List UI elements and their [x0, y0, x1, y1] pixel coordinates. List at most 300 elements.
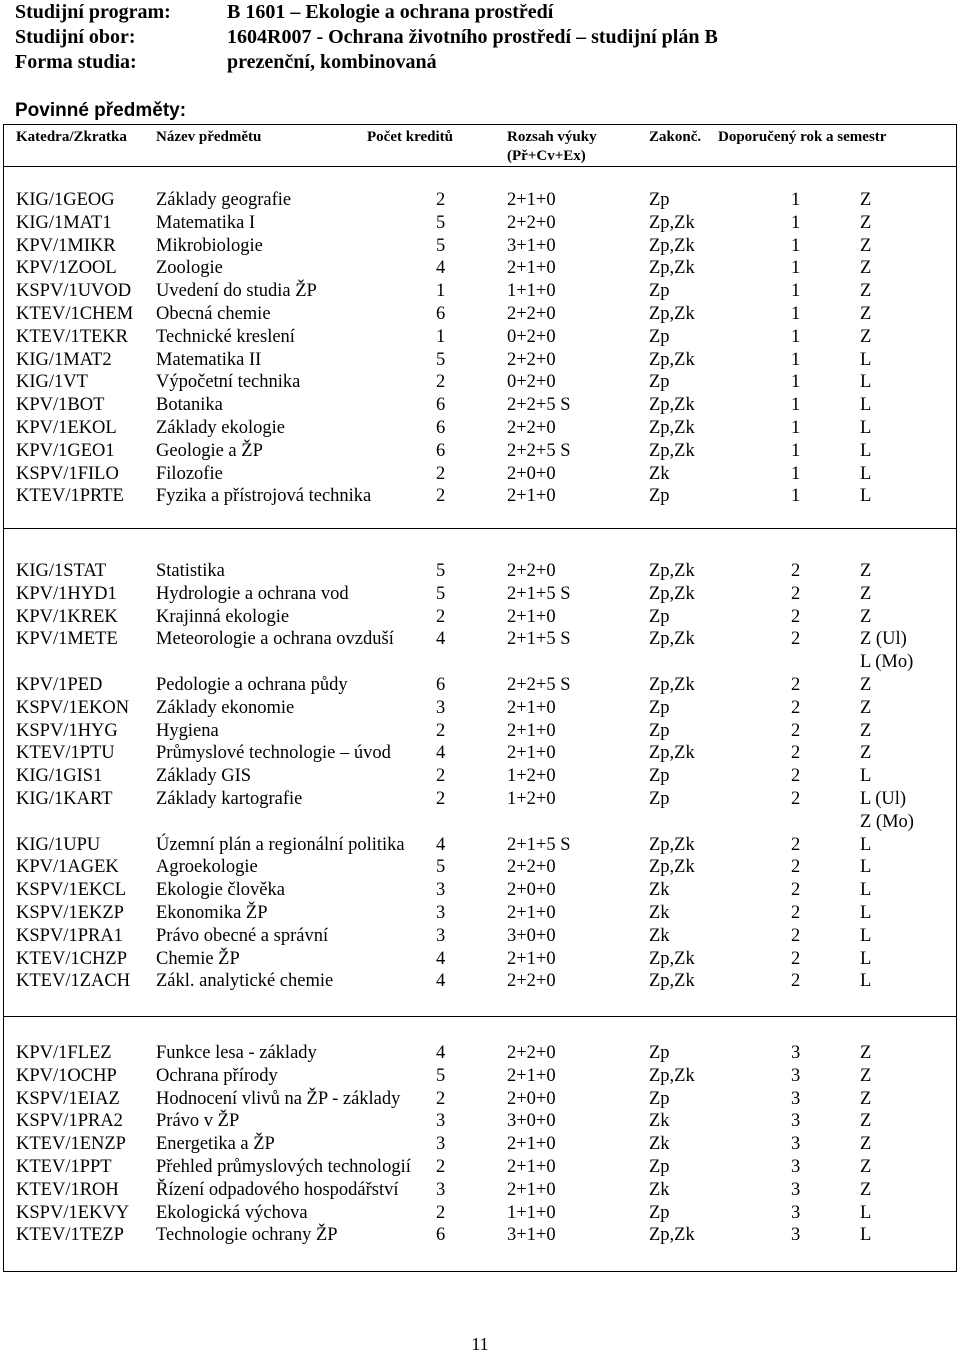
course-code: KPV/1MIKR	[16, 235, 116, 256]
course-exam: Zp,Zk	[649, 948, 695, 969]
course-scope: 2+1+5 S	[507, 834, 571, 855]
course-credits: 4	[436, 743, 446, 764]
course-code: KSPV/1EIAZ	[16, 1088, 120, 1109]
table-row	[4, 948, 956, 971]
header-scope: Rozsah výuky	[507, 129, 597, 145]
course-scope: 0+2+0	[507, 326, 556, 347]
course-scope: 2+2+0	[507, 349, 556, 370]
course-semester-primary: Z	[860, 1043, 872, 1063]
course-exam: Zp,Zk	[649, 971, 695, 992]
course-year: 2	[791, 583, 801, 604]
course-exam: Zp	[649, 190, 670, 210]
course-code: KTEV/1CHZP	[16, 948, 127, 969]
course-semester-primary: L	[860, 925, 872, 946]
course-semester-primary: Z	[860, 281, 872, 302]
course-semester	[860, 280, 871, 303]
course-semester-primary: Z	[860, 720, 872, 741]
course-scope: 2+0+0	[507, 463, 556, 484]
course-scope: 2+1+0	[507, 1179, 556, 1200]
course-credits: 2	[436, 486, 446, 507]
table-row	[4, 1156, 956, 1179]
header-exam: Zakonč.	[649, 129, 702, 145]
course-scope: 3+1+0	[507, 235, 556, 256]
course-code: KTEV/1ROH	[16, 1179, 119, 1200]
course-semester-primary: L	[860, 349, 872, 370]
course-year: 3	[791, 1065, 801, 1086]
course-name: Technické kreslení	[156, 326, 295, 347]
course-exam: Zp,Zk	[649, 834, 695, 855]
course-code: KPV/1AGEK	[16, 857, 119, 878]
course-semester	[860, 189, 871, 212]
course-credits: 4	[436, 971, 446, 992]
course-code: KTEV/1ZACH	[16, 971, 131, 992]
course-code: KTEV/1TEKR	[16, 326, 129, 347]
course-year: 1	[791, 281, 801, 302]
course-year: 2	[791, 743, 801, 764]
course-code: KSPV/1EKVY	[16, 1202, 130, 1223]
course-name: Chemie ŽP	[156, 948, 240, 969]
course-exam: Zp,Zk	[649, 258, 695, 279]
course-code: KPV/1ZOOL	[16, 258, 117, 279]
course-exam: Zp,Zk	[649, 743, 695, 764]
course-exam: Zp,Zk	[649, 395, 695, 416]
course-semester-primary: Z	[860, 235, 872, 256]
course-semester-primary: Z	[860, 258, 872, 279]
table-row	[4, 720, 956, 743]
course-exam: Zp	[649, 766, 670, 787]
course-name: Základy geografie	[156, 190, 292, 210]
course-year: 1	[791, 440, 801, 461]
course-semester-primary: L	[860, 463, 872, 484]
course-scope: 2+2+5 S	[507, 440, 571, 461]
header-credits: Počet kreditů	[367, 129, 453, 145]
course-scope: 3+1+0	[507, 1225, 556, 1246]
row-continuation	[4, 651, 956, 674]
course-code: KTEV/1PTU	[16, 743, 115, 764]
table-row	[4, 788, 956, 832]
course-exam: Zk	[649, 1179, 670, 1200]
course-year: 2	[791, 720, 801, 741]
course-semester-primary: Z	[860, 1134, 872, 1155]
course-semester-primary: Z	[860, 326, 872, 347]
course-credits: 2	[436, 1202, 446, 1223]
form-value: prezenční, kombinovaná	[227, 51, 437, 73]
course-semester	[860, 1224, 871, 1247]
course-semester-primary: L	[860, 440, 872, 461]
course-semester	[860, 674, 871, 697]
course-credits: 1	[436, 326, 446, 347]
year-2-block	[3, 528, 957, 1017]
course-semester-primary: Z	[860, 1156, 872, 1177]
course-semester	[860, 485, 871, 508]
course-credits: 4	[436, 258, 446, 279]
course-credits: 3	[436, 925, 446, 946]
course-name: Statistika	[156, 561, 225, 581]
course-credits: 2	[436, 372, 446, 393]
course-name: Řízení odpadového hospodářství	[156, 1179, 399, 1200]
course-semester	[860, 948, 871, 971]
course-name: Hodnocení vlivů na ŽP - základy	[156, 1088, 401, 1109]
course-semester	[860, 1065, 871, 1088]
course-year: 1	[791, 235, 801, 256]
course-year: 3	[791, 1202, 801, 1223]
course-scope: 2+2+0	[507, 561, 556, 581]
course-semester	[860, 440, 871, 463]
course-year: 3	[791, 1225, 801, 1246]
course-name: Krajinná ekologie	[156, 606, 290, 627]
course-scope: 2+1+0	[507, 1065, 556, 1086]
course-code: KIG/1GEOG	[16, 190, 115, 210]
table-row	[4, 902, 956, 925]
course-name: Základy GIS	[156, 766, 252, 787]
course-scope: 2+2+0	[507, 303, 556, 324]
course-code: KSPV/1PRA2	[16, 1111, 123, 1132]
course-scope: 3+0+0	[507, 925, 556, 946]
course-scope: 2+1+0	[507, 190, 556, 210]
course-exam: Zp,Zk	[649, 440, 695, 461]
course-credits: 4	[436, 948, 446, 969]
course-exam: Zp	[649, 720, 670, 741]
course-semester	[860, 235, 871, 258]
course-semester-primary: Z	[860, 583, 872, 604]
course-exam: Zk	[649, 1111, 670, 1132]
course-scope: 2+2+0	[507, 417, 556, 438]
course-credits: 4	[436, 629, 446, 650]
course-code: KPV/1KREK	[16, 606, 118, 627]
table-row	[4, 742, 956, 765]
course-code: KPV/1BOT	[16, 395, 105, 416]
course-semester	[860, 326, 871, 349]
course-exam: Zk	[649, 902, 670, 923]
course-name: Pedologie a ochrana půdy	[156, 674, 348, 695]
course-semester	[860, 212, 871, 235]
course-semester	[860, 765, 871, 788]
course-code: KPV/1EKOL	[16, 417, 117, 438]
course-name: Průmyslové technologie – úvod	[156, 743, 391, 764]
course-semester-primary: L	[860, 1202, 872, 1223]
year-3-block	[3, 1016, 957, 1272]
course-name: Právo obecné a správní	[156, 925, 329, 946]
course-credits: 2	[436, 1088, 446, 1109]
course-semester-primary: L	[860, 417, 872, 438]
table-row	[4, 440, 956, 463]
course-credits: 6	[436, 1225, 446, 1246]
header-scope-sub: (Př+Cv+Ex)	[507, 148, 586, 164]
course-scope: 2+0+0	[507, 880, 556, 901]
course-exam: Zp,Zk	[649, 629, 695, 650]
course-rows	[4, 560, 956, 993]
course-year: 3	[791, 1111, 801, 1132]
course-credits: 2	[436, 1156, 446, 1177]
course-exam: Zp	[649, 281, 670, 302]
course-credits: 5	[436, 349, 446, 370]
course-name: Právo v ŽP	[156, 1111, 240, 1132]
course-scope: 2+1+0	[507, 258, 556, 279]
course-rows	[4, 1042, 956, 1247]
table-row	[4, 856, 956, 879]
course-semester-primary: Z	[860, 212, 872, 233]
course-code: KSPV/1PRA1	[16, 925, 123, 946]
table-row	[4, 1133, 956, 1156]
course-semester-primary: L (Ul)	[860, 788, 907, 809]
table-row	[4, 925, 956, 948]
course-code: KSPV/1EKZP	[16, 902, 124, 923]
course-name: Uvedení do studia ŽP	[156, 281, 317, 302]
course-exam: Zp,Zk	[649, 583, 695, 604]
form-label: Forma studia:	[15, 51, 137, 73]
header-code: Katedra/Zkratka	[16, 129, 127, 145]
table-row	[4, 1202, 956, 1225]
table-row	[4, 765, 956, 788]
course-name: Zoologie	[156, 258, 223, 279]
table-row	[4, 1179, 956, 1202]
course-semester-primary: L	[860, 1225, 872, 1246]
course-scope: 2+1+0	[507, 720, 556, 741]
course-semester	[860, 606, 871, 629]
table-row	[4, 1042, 956, 1065]
course-semester	[860, 349, 871, 372]
course-credits: 4	[436, 834, 446, 855]
course-semester	[860, 902, 871, 925]
course-credits: 3	[436, 1179, 446, 1200]
course-name: Ekologie člověka	[156, 880, 285, 901]
table-row	[4, 1224, 956, 1247]
course-scope: 2+1+0	[507, 1134, 556, 1155]
course-semester-primary: Z	[860, 190, 872, 210]
course-semester-primary: Z	[860, 743, 872, 764]
course-name: Matematika I	[156, 212, 256, 233]
course-semester	[860, 417, 871, 440]
course-exam: Zp	[649, 326, 670, 347]
course-semester-primary: L	[860, 902, 872, 923]
course-name: Základy kartografie	[156, 788, 303, 809]
course-year: 1	[791, 326, 801, 347]
course-year: 1	[791, 486, 801, 507]
table-row	[4, 463, 956, 486]
table-row	[4, 697, 956, 720]
course-year: 2	[791, 948, 801, 969]
course-semester	[860, 697, 871, 720]
course-year: 3	[791, 1088, 801, 1109]
course-scope: 3+0+0	[507, 1111, 556, 1132]
course-semester	[860, 742, 871, 765]
course-code: KPV/1GEO1	[16, 440, 115, 461]
course-semester	[860, 1133, 871, 1156]
course-name: Ekologická výchova	[156, 1202, 308, 1223]
table-row	[4, 280, 956, 303]
course-semester-primary: L	[860, 948, 872, 969]
course-exam: Zp	[649, 1156, 670, 1177]
course-year: 2	[791, 857, 801, 878]
course-exam: Zk	[649, 1134, 670, 1155]
course-code: KIG/1STAT	[16, 561, 106, 581]
course-year: 1	[791, 463, 801, 484]
course-name: Ekonomika ŽP	[156, 902, 268, 923]
course-semester-primary: Z	[860, 606, 872, 627]
table-row	[4, 560, 956, 583]
course-name: Ochrana přírody	[156, 1065, 278, 1086]
course-year: 1	[791, 258, 801, 279]
course-name: Mikrobiologie	[156, 235, 263, 256]
course-year: 1	[791, 395, 801, 416]
course-exam: Zk	[649, 880, 670, 901]
course-credits: 3	[436, 697, 446, 718]
table-row	[4, 1088, 956, 1111]
course-name: Hydrologie a ochrana vod	[156, 583, 349, 604]
course-credits: 6	[436, 395, 446, 416]
course-name: Přehled průmyslových technologií	[156, 1156, 411, 1177]
course-scope: 2+1+5 S	[507, 583, 571, 604]
course-credits: 5	[436, 583, 446, 604]
course-credits: 3	[436, 1111, 446, 1132]
course-credits: 5	[436, 235, 446, 256]
table-row	[4, 303, 956, 326]
table-row	[4, 257, 956, 280]
course-year: 2	[791, 697, 801, 718]
course-code: KSPV/1UVOD	[16, 281, 132, 302]
course-semester	[860, 1088, 871, 1111]
course-semester	[860, 1202, 871, 1225]
course-exam: Zp,Zk	[649, 349, 695, 370]
page-number: 11	[471, 1334, 489, 1354]
course-exam: Zp,Zk	[649, 674, 695, 695]
course-code: KIG/1KART	[16, 788, 113, 809]
course-year: 3	[791, 1043, 801, 1063]
course-credits: 5	[436, 1065, 446, 1086]
course-name: Fyzika a přístrojová technika	[156, 486, 372, 507]
course-exam: Zp	[649, 486, 670, 507]
course-semester-primary: Z	[860, 1065, 872, 1086]
course-semester	[860, 303, 871, 326]
course-scope: 2+2+0	[507, 857, 556, 878]
course-exam: Zp	[649, 788, 670, 809]
course-semester	[860, 720, 871, 743]
course-semester-secondary: Z (Mo)	[860, 811, 914, 832]
course-exam: Zp,Zk	[649, 1225, 695, 1246]
course-year: 1	[791, 417, 801, 438]
course-year: 2	[791, 606, 801, 627]
course-semester	[860, 1110, 871, 1133]
course-code: KPV/1METE	[16, 629, 118, 650]
course-credits: 5	[436, 561, 446, 581]
course-semester-primary: L	[860, 766, 872, 787]
course-semester-primary: L	[860, 486, 872, 507]
course-code: KPV/1FLEZ	[16, 1043, 112, 1063]
course-code: KSPV/1HYG	[16, 720, 118, 741]
table-row	[4, 583, 956, 606]
course-year: 1	[791, 372, 801, 393]
course-name: Filozofie	[156, 463, 223, 484]
course-name: Základy ekonomie	[156, 697, 295, 718]
row-continuation	[4, 811, 956, 834]
course-semester	[860, 463, 871, 486]
course-semester	[860, 856, 871, 879]
course-semester-primary: Z (Ul)	[860, 629, 907, 650]
course-year: 1	[791, 212, 801, 233]
course-exam: Zp,Zk	[649, 303, 695, 324]
course-semester-primary: L	[860, 372, 872, 393]
course-semester	[860, 1179, 871, 1202]
course-semester-primary: Z	[860, 1179, 872, 1200]
course-scope: 2+1+5 S	[507, 629, 571, 650]
course-semester-secondary: L (Mo)	[860, 652, 914, 673]
course-semester-primary: L	[860, 395, 872, 416]
course-name: Výpočetní technika	[156, 372, 301, 393]
table-row	[4, 485, 956, 508]
course-name: Hygiena	[156, 720, 219, 741]
table-row	[4, 371, 956, 394]
course-semester-primary: Z	[860, 561, 872, 581]
course-year: 3	[791, 1179, 801, 1200]
course-year: 2	[791, 674, 801, 695]
course-scope: 2+2+0	[507, 1043, 556, 1063]
course-exam: Zp,Zk	[649, 212, 695, 233]
course-credits: 1	[436, 281, 446, 302]
course-name: Základy ekologie	[156, 417, 285, 438]
course-code: KPV/1PED	[16, 674, 103, 695]
table-row	[4, 606, 956, 629]
course-scope: 2+1+0	[507, 1156, 556, 1177]
course-credits: 3	[436, 902, 446, 923]
course-credits: 3	[436, 880, 446, 901]
course-scope: 2+1+0	[507, 743, 556, 764]
program-label: Studijní program:	[15, 1, 171, 23]
course-rows	[4, 189, 956, 508]
course-scope: 2+1+0	[507, 948, 556, 969]
field-value: 1604R007 - Ochrana životního prostředí – studijní plán B	[227, 26, 718, 48]
course-credits: 6	[436, 417, 446, 438]
table-row	[4, 1065, 956, 1088]
table-row	[4, 628, 956, 673]
course-exam: Zp	[649, 697, 670, 718]
course-exam: Zk	[649, 925, 670, 946]
course-year: 3	[791, 1156, 801, 1177]
table-row	[4, 189, 956, 212]
course-semester	[860, 925, 871, 948]
course-scope: 2+1+0	[507, 902, 556, 923]
course-exam: Zp	[649, 1088, 670, 1109]
course-semester-primary: Z	[860, 1088, 872, 1109]
course-semester	[860, 1156, 871, 1179]
table-row	[4, 834, 956, 857]
course-year: 2	[791, 971, 801, 992]
course-credits: 4	[436, 1043, 446, 1063]
course-code: KIG/1UPU	[16, 834, 101, 855]
field-label: Studijní obor:	[15, 26, 136, 48]
table-row	[4, 326, 956, 349]
course-semester-primary: L	[860, 834, 872, 855]
table-row	[4, 970, 956, 993]
course-semester-primary: Z	[860, 303, 872, 324]
table-row	[4, 674, 956, 697]
course-scope: 2+1+0	[507, 486, 556, 507]
course-scope: 1+1+0	[507, 1202, 556, 1223]
course-credits: 2	[436, 766, 446, 787]
course-exam: Zp	[649, 606, 670, 627]
course-semester	[860, 394, 871, 417]
course-name: Matematika II	[156, 349, 262, 370]
course-scope: 2+2+0	[507, 971, 556, 992]
course-year: 2	[791, 766, 801, 787]
table-row	[4, 417, 956, 440]
course-scope: 1+2+0	[507, 788, 556, 809]
course-exam: Zk	[649, 463, 670, 484]
course-credits: 2	[436, 788, 446, 809]
course-exam: Zp,Zk	[649, 561, 695, 581]
course-year: 2	[791, 629, 801, 650]
course-year: 2	[791, 880, 801, 901]
course-name: Botanika	[156, 395, 223, 416]
